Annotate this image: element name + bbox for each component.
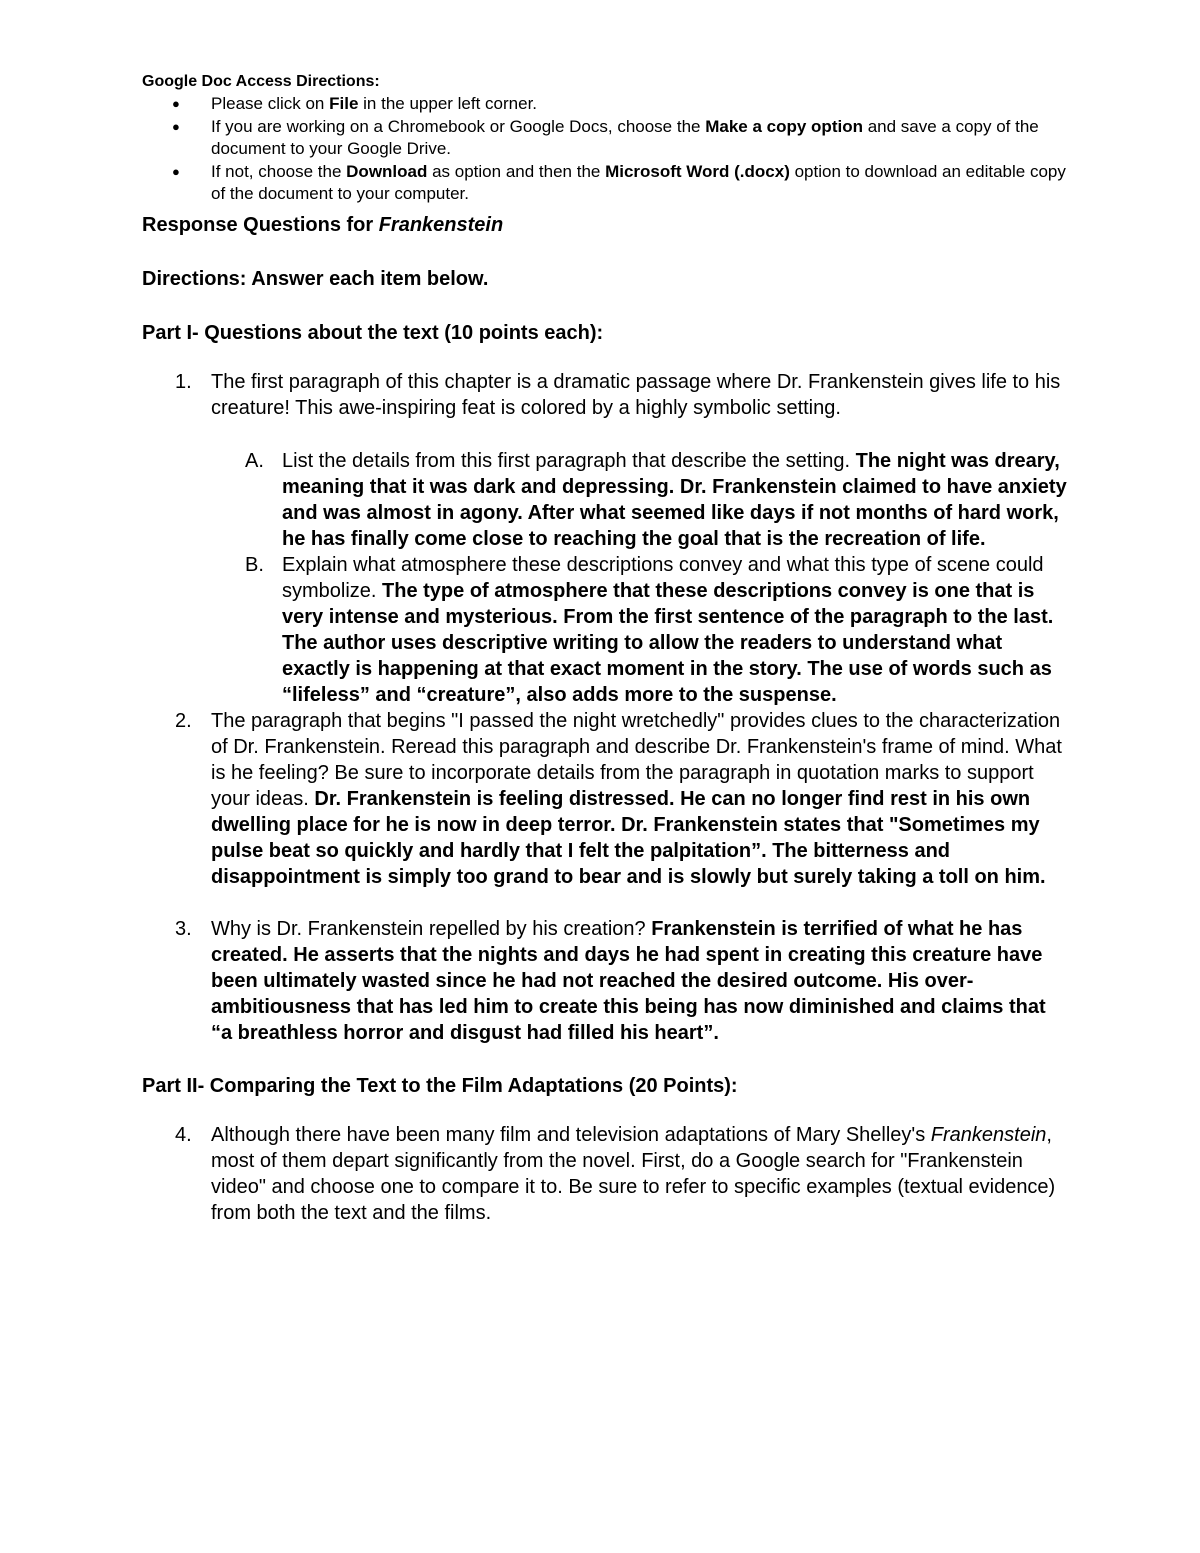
item-bold-text: Make a copy option [705, 116, 863, 136]
item-text: and save a copy of the document to your Google Drive. [211, 116, 1039, 158]
item-text: Please click on [211, 94, 330, 113]
item-text: as option and then the [427, 161, 606, 181]
part-two-heading: Part II- Comparing the Text to the Film Adaptations (20 Points): [142, 1074, 738, 1097]
part-one-heading: Part I- Questions about the text (10 points each): [142, 321, 604, 344]
item-bold-text: Microsoft Word (.docx) [605, 161, 790, 181]
question-number: 3. [175, 917, 192, 940]
question-prompt: Why is Dr. Frankenstein repelled by his creation? [211, 917, 652, 940]
answer-text: Dr. Frankenstein is feeling distressed. He can no longer find rest in his own dwelling place for he is now in deep terror. Dr. Frankenstein states that "Sometimes my pulse beat so quickly and hardly that I felt the palpitation”. The bitterness and disappointment is simply too grand to bear and is slowly but surely taking a toll on him. [211, 787, 1046, 888]
question-number: 2. [175, 709, 192, 732]
access-directions-heading: Google Doc Access Directions: [142, 73, 380, 90]
bullet-icon: ● [172, 163, 180, 179]
question-prompt: The first paragraph of this chapter is a dramatic passage where Dr. Frankenstein gives life to his creature! This awe-inspiring feat is colored by a highly symbolic setting. [211, 370, 1061, 419]
question-1a [142, 448, 1072, 552]
list-item [142, 161, 1072, 206]
item-text: in the upper left corner. [358, 94, 538, 113]
question-1 [142, 369, 1072, 421]
sub-question-prompt: List the details from this first paragraph that describe the setting. [282, 449, 856, 472]
item-text: option to download an editable copy of the document to your computer. [211, 161, 1066, 203]
answer-text: The type of atmosphere that these descriptions convey is one that is very intense and mysterious. From the first sentence of the paragraph to the last. The author uses descriptive writing to allow the readers to understand what exactly is happening at that exact moment in the story. The use of words such as “lifeless” and “creature”, also adds more to the suspense. [282, 579, 1054, 706]
question-2 [142, 708, 1072, 890]
question-number: 1. [175, 370, 192, 393]
access-directions-list [142, 93, 1072, 206]
bullet-icon: ● [172, 118, 180, 134]
question-4 [142, 1122, 1072, 1226]
page-title [142, 211, 1072, 239]
list-item [142, 116, 1072, 161]
bullet-icon: ● [172, 96, 180, 111]
question-prompt: Although there have been many film and television adaptations of Mary Shelley's [211, 1123, 931, 1146]
question-prompt: , most of them depart significantly from the novel. First, do a Google search for "Frankenstein video" and choose one to compare it to. Be sure to refer to specific examples (textual evidence) from both the text and the films. [211, 1123, 1056, 1224]
question-prompt: The paragraph that begins "I passed the night wretchedly" provides clues to the characterization of Dr. Frankenstein. Reread this paragraph and describe Dr. Frankenstein's frame of mind. What is he feeling? Be sure to incorporate details from the paragraph in quotation marks to support your ideas. [211, 709, 1062, 810]
sub-question-prompt: Explain what atmosphere these descriptions convey and what this type of scene could symbolize. [282, 553, 1044, 602]
title-prefix: Response Questions for [142, 213, 379, 236]
answer-text: Frankenstein is terrified of what he has created. He asserts that the nights and days he had spent in creating this creature have been ultimately wasted since he had not reached the desired outcome. His over-ambitiousness that has led him to create this being has now diminished and claims that “a breathless horror and disgust had filled his heart”. [211, 917, 1046, 1044]
sub-question-letter: A. [245, 449, 264, 472]
sub-question-letter: B. [245, 553, 264, 576]
question-number: 4. [175, 1123, 192, 1146]
question-1b [142, 552, 1072, 708]
item-bold-text: Download [346, 161, 428, 181]
item-bold-text: File [329, 94, 359, 113]
document-page [142, 72, 1072, 1226]
book-title: Frankenstein [930, 1123, 1047, 1146]
title-book: Frankenstein [378, 213, 504, 236]
directions-heading: Directions: Answer each item below. [142, 267, 489, 290]
item-text: If not, choose the [211, 161, 347, 181]
answer-text: The night was dreary, meaning that it was dark and depressing. Dr. Frankenstein claimed to have anxiety and was almost in agony. After what seemed like days if not months of hard work, he has finally come close to reaching the goal that is the recreation of life. [282, 449, 1067, 550]
list-item [142, 93, 1072, 116]
item-text: If you are working on a Chromebook or Google Docs, choose the [211, 116, 706, 136]
question-3 [142, 916, 1072, 1046]
